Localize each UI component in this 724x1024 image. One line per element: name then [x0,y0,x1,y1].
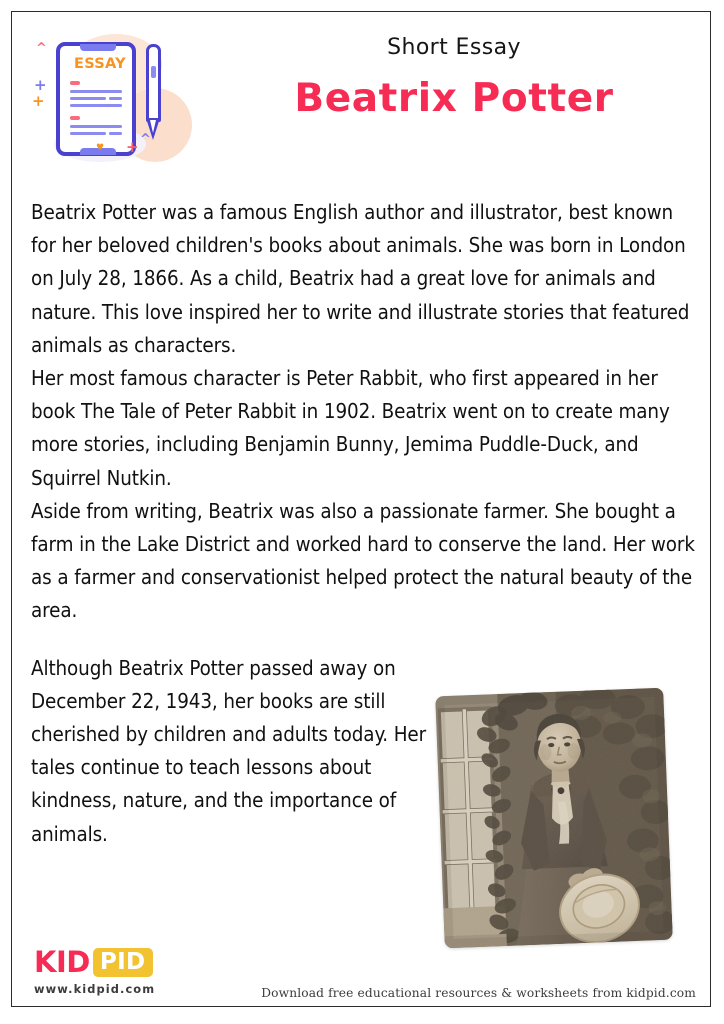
pen-stripe [151,66,156,78]
essay-paragraph: Aside from writing, Beatrix was also a passionate farmer. She bought a farm in the Lake District and worked hard to conserve the land. Her work as a farmer and conservationist helped protect the natural beauty of the area. [31,498,695,623]
title-block [208,34,700,122]
plus-icon: + [32,92,45,110]
worksheet-header [12,12,710,172]
kidpid-logo[interactable] [34,946,214,996]
pen-barrel [146,44,161,122]
clipboard-line [70,132,106,135]
clipboard-dash [70,81,80,85]
photo-container [434,688,684,956]
plus-icon: + [126,138,139,156]
clipboard-line [70,90,122,93]
clipboard-line [70,97,106,100]
clipboard-dash [70,116,80,120]
page-title: Beatrix Potter [294,76,614,121]
logo-pid-badge: PID [93,948,153,977]
plus-icon: + [34,76,47,94]
clipboard-line [70,104,122,107]
clipboard-clip-top [80,44,116,51]
essay-icon-label: ESSAY [74,56,126,72]
clipboard-line [70,125,122,128]
worksheet-subtitle: Short Essay [387,35,521,60]
essay-paragraph: Her most famous character is Peter Rabbit, who first appeared in her book The Tale of Peter Rabbit in 1902. Beatrix went on to create many more stories, including Benjamin Bunny, Jemima Puddle-Duck, and Squirrel Nutkin. [31,366,670,490]
essay-paragraph: Beatrix Potter was a famous English author and illustrator, best known for her beloved children's books about animals. She was born in London on July 28, 1866. As a child, Beatrix had a great love for animals and nature. This love inspired her to write and illustrate stories that featured animals as characters. [31,200,690,357]
logo-kid-text: KID [34,945,90,979]
worksheet-footer [12,944,710,1008]
essay-clipboard-icon [34,30,194,180]
essay-paragraph: Although Beatrix Potter passed away on December 22, 1943, her books are still cherished by children and adults today. Her tales continue to teach lessons about kindness, nature, and the importance of animals. [31,655,427,846]
caret-icon: ^ [140,132,151,147]
pen-icon [146,44,161,142]
beatrix-potter-photograph [435,688,673,949]
logo-url: www.kidpid.com [34,982,156,996]
caret-icon: ^ [36,41,47,56]
clipboard-icon [56,42,136,156]
footer-note: Download free educational resources & worksheets from kidpid.com [261,986,696,1000]
clipboard-line [109,132,122,135]
clipboard-line [109,97,122,100]
heart-icon: ♥ [96,143,105,153]
